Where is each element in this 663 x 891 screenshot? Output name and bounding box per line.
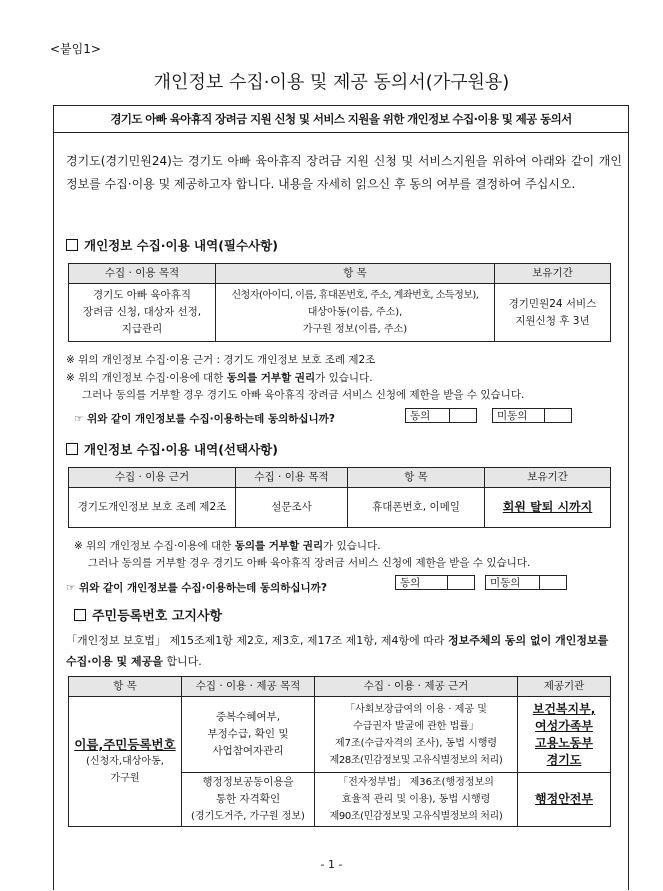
text-line: 제90조(민감정보및 고유식별정보의 처리): [329, 811, 503, 822]
section2-title: 개인정보 수집·이용 내역(선택사항): [84, 442, 278, 457]
section1-question: ☞ 위와 같이 개인정보를 수집·이용하는데 동의하십니까?: [74, 413, 335, 425]
checkbox-square-icon: [66, 443, 78, 455]
section1-agree-checkbox[interactable]: [405, 408, 477, 423]
table-header: 보유기간: [485, 468, 611, 488]
text-span-bold: 동의를 거부할 권리: [234, 540, 324, 552]
basis-cell: [315, 697, 518, 773]
section1-note-limit: 그러나 동의를 거부할 경우 경기도 아빠 육아휴직 장려금 서비스 신청에 제한을 받을 수 있습니다.: [82, 389, 525, 401]
disagree-label: 미동의: [497, 410, 528, 422]
text-span: 합니다.: [162, 655, 202, 668]
document-subtitle: 경기도 아빠 육아휴직 장려금 지원 신청 및 서비스 지원을 위한 개인정보 수집·이용 및 제공 동의서: [53, 105, 629, 133]
table-header: 제공기관: [518, 677, 611, 697]
section2-heading: [66, 440, 278, 458]
check-input-box[interactable]: [447, 575, 474, 590]
intro-paragraph: 경기도(경기민원24)는 경기도 아빠 육아휴직 장려금 지원 신청 및 서비스지원을 위하여 아래와 같이 개인정보를 수집·이용 및 제공하고자 합니다. 내용을 자세히 읽으신 후 동의 여부를 결정하여 주십시오.: [66, 154, 622, 191]
text-line: 보건복지부,: [532, 701, 596, 716]
text-span-bold: 동의를 거부할 권리: [226, 372, 316, 384]
text-line: 효율적 관리 및 이용), 동법 시행령: [341, 794, 491, 805]
section2-disagree-checkbox[interactable]: [485, 575, 567, 590]
text-line: 행정정보공동이용을: [202, 776, 294, 788]
section2-agree-checkbox[interactable]: [395, 575, 475, 590]
table-header: 수집 · 이용 · 제공 목적: [182, 677, 315, 697]
text-line: 여성가족부: [535, 718, 593, 733]
agree-label: 동의: [410, 410, 431, 422]
annex-label: <붙임1>: [50, 42, 101, 56]
text-line: 신청자(아이디, 이름, 휴대폰번호, 주소, 계좌번호, 소득정보),: [231, 290, 479, 301]
page-number: - 1 -: [320, 858, 343, 871]
text-line: 사업참여자관리: [212, 745, 284, 757]
check-input-box[interactable]: [544, 408, 571, 423]
org-cell: [518, 697, 611, 773]
text-line: 장려금 신청, 대상자 선정,: [82, 306, 202, 318]
table-header: 항 목: [348, 468, 485, 488]
text-span: 가 있습니다.: [315, 372, 373, 384]
text-line: 수급권자 발굴에 관한 법률」: [353, 720, 479, 732]
purpose-cell: [69, 284, 216, 342]
text-line: 경기민원24 서비스: [508, 297, 597, 310]
text-line: 부정수급, 확인 및: [207, 728, 289, 740]
text-span: ※ 위의 개인정보 수집·이용에 대한: [66, 372, 227, 384]
purpose-cell: 설문조사: [236, 488, 348, 528]
section2-note-right: [74, 538, 630, 555]
section1-table: [68, 263, 611, 342]
table-header: 수집 · 이용 목적: [69, 264, 216, 284]
text-span: ※ 위의 개인정보 수집·이용에 대한: [74, 540, 235, 552]
text-line: 지원신청 후 3년: [515, 314, 590, 327]
section3-table: [68, 676, 611, 827]
items-cell: [216, 284, 495, 342]
purpose-cell: [182, 697, 315, 773]
page-title: 개인정보 수집·이용 및 제공 동의서(가구원용): [153, 72, 510, 93]
agree-label: 동의: [400, 577, 421, 589]
check-input-box[interactable]: [449, 408, 476, 423]
text-line: 고용노동부: [535, 735, 593, 750]
table-header: 수집 · 이용 목적: [236, 468, 348, 488]
section2-question: ☞ 위와 같이 개인정보를 수집·이용하는데 동의하십니까?: [66, 582, 327, 594]
retention-cell: 회원 탈퇴 시까지: [485, 488, 611, 528]
text-span: 가 있습니다.: [323, 540, 381, 552]
disagree-label: 미동의: [490, 577, 521, 589]
section1-note-right: [66, 370, 622, 387]
purpose-cell: [182, 773, 315, 827]
section3-paragraph: [66, 630, 622, 672]
section2-note-limit: 그러나 동의를 거부할 경우 경기도 아빠 육아휴직 장려금 서비스 신청에 제한을 받을 수 있습니다.: [88, 557, 531, 569]
check-input-box[interactable]: [539, 575, 566, 590]
text-line: 제7조(수급자격의 조사), 동법 시행령: [334, 737, 498, 749]
text-line: 가구원 정보(이름, 주소): [302, 324, 408, 335]
text-line: (경기도거주, 가구원 정보): [191, 811, 305, 822]
checkbox-square-icon: [74, 609, 86, 621]
text-line: (신청자,대상아동,: [86, 756, 164, 767]
table-header: 수집 · 이용 · 제공 근거: [315, 677, 518, 697]
checkbox-square-icon: [66, 239, 78, 251]
section3-title: 주민등록번호 고지사항: [92, 609, 223, 624]
text-span-bold: 정보주체의 동의 없이 개인정보를 수집·이용 및 제공을: [66, 634, 609, 668]
section1-heading: [66, 236, 278, 254]
item-cell: [69, 697, 182, 827]
text-line: 「사회보장급여의 이용 · 제공 및: [345, 703, 487, 715]
table-header: 보유기간: [495, 264, 611, 284]
section1-disagree-checkbox[interactable]: [492, 408, 572, 423]
retention-cell: [495, 284, 611, 342]
org-cell: 행정안전부: [518, 773, 611, 827]
text-line: 경기도 아빠 육아휴직: [93, 289, 191, 301]
basis-cell: 경기도개인정보 보호 조례 제2조: [69, 488, 236, 528]
text-span: 「개인정보 보호법」 제15조제1항 제2호, 제3호, 제17조 제1항, 제4항에 따라: [66, 634, 448, 647]
table-header: 항 목: [216, 264, 495, 284]
basis-cell: [315, 773, 518, 827]
section1-note-basis: ※ 위의 개인정보 수집·이용 근거 : 경기도 개인정보 보호 조례 제2조: [66, 354, 376, 366]
text-line: 통한 자격확인: [215, 793, 281, 805]
text-line: 이름,주민등록번호: [74, 737, 176, 752]
items-cell: 휴대폰번호, 이메일: [348, 488, 485, 528]
section1-title: 개인정보 수집·이용 내역(필수사항): [84, 238, 278, 253]
section3-heading: [74, 605, 222, 624]
table-header: 수집 · 이용 근거: [69, 468, 236, 488]
text-line: 제28조(민감정보및 고유식별정보의 처리): [329, 754, 503, 766]
text-line: 경기도: [546, 752, 582, 767]
text-line: 대상아동(이름, 주소),: [307, 307, 403, 318]
table-header: 항 목: [69, 677, 182, 697]
section2-table: [68, 467, 611, 528]
text-line: 지급관리: [121, 323, 163, 335]
text-line: 가구원: [110, 773, 140, 784]
text-line: 「전자정부법」 제36조(행정정보의: [338, 777, 494, 788]
text-line: 중복수혜여부,: [215, 711, 281, 723]
